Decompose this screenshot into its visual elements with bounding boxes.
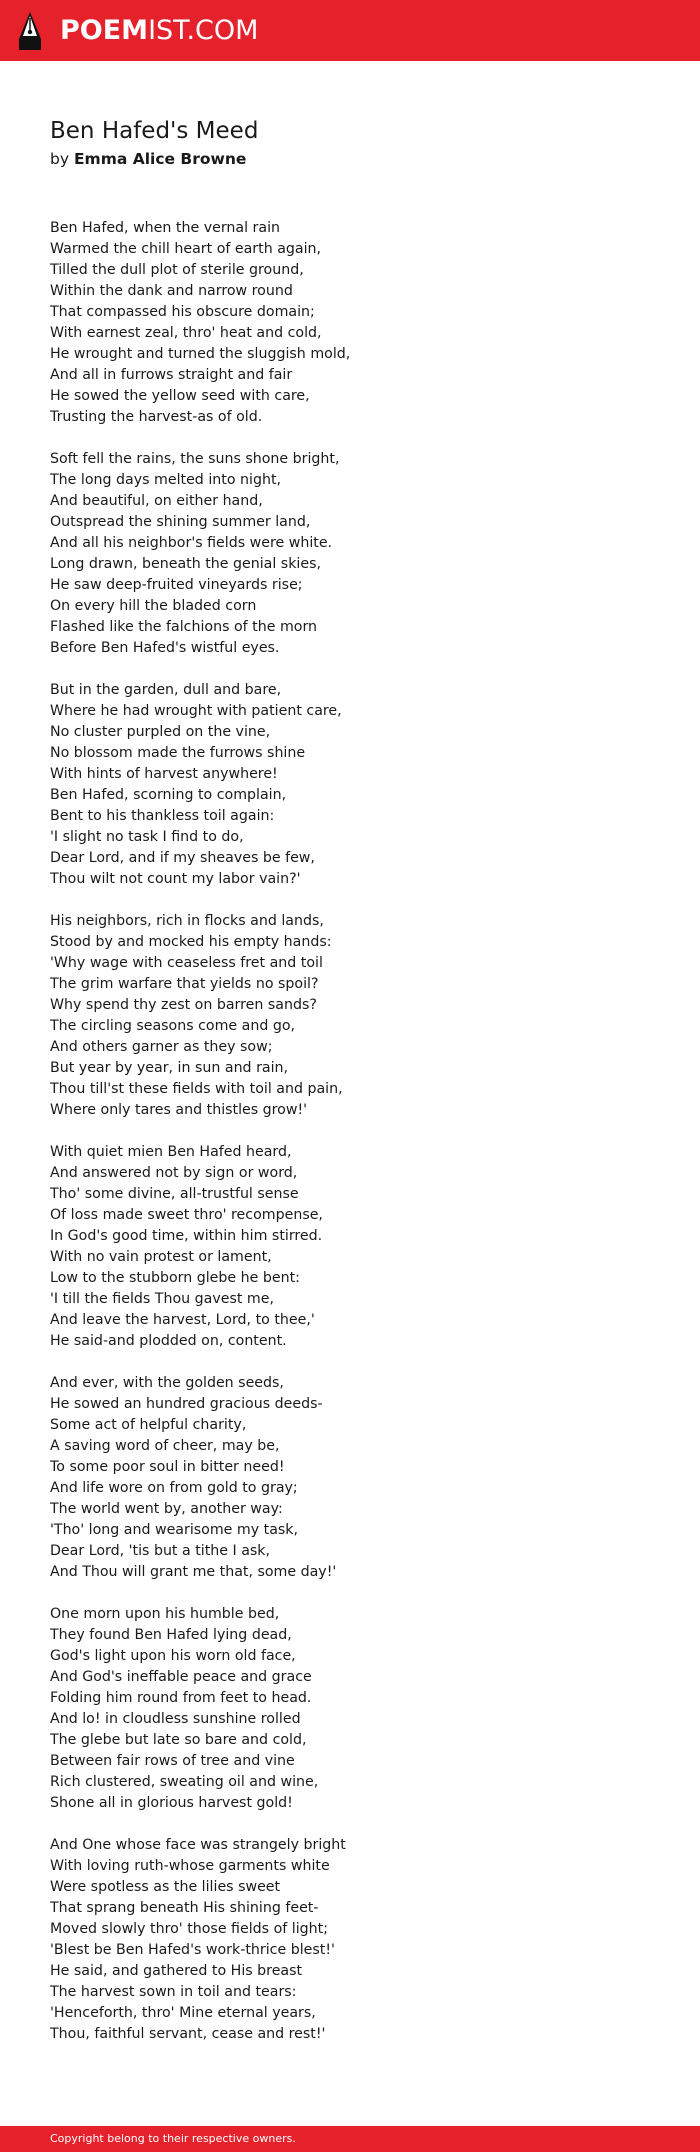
copyright-text: Copyright belong to their respective owners. <box>50 2132 296 2145</box>
poem-line: One morn upon his humble bed, <box>50 1606 280 1622</box>
poem-byline <box>50 148 246 170</box>
poem-line: He said-and plodded on, content. <box>50 1333 287 1349</box>
poem-line: With hints of harvest anywhere! <box>50 766 278 782</box>
poem-line: Shone all in glorious harvest gold! <box>50 1795 293 1811</box>
site-logo-link[interactable] <box>17 12 258 50</box>
poem-line: A saving word of cheer, may be, <box>50 1438 280 1454</box>
poem-line: Flashed like the falchions of the morn <box>50 619 318 635</box>
poem-line: Ben Hafed, when the vernal rain <box>50 220 280 236</box>
poem-line: But year by year, in sun and rain, <box>50 1060 289 1076</box>
poem-line: God's light upon his worn old face, <box>50 1648 296 1664</box>
poem-line: But in the garden, dull and bare, <box>50 682 282 698</box>
poem-line: 'Tho' long and wearisome my task, <box>50 1522 299 1538</box>
poem-line: They found Ben Hafed lying dead, <box>50 1627 292 1643</box>
poem-line: Moved slowly thro' those fields of light; <box>50 1921 328 1937</box>
poem-line: Low to the stubborn glebe he bent: <box>50 1270 300 1286</box>
poem-body <box>50 218 650 2066</box>
poem-line: Between fair rows of tree and vine <box>50 1753 295 1769</box>
poem-line: No cluster purpled on the vine, <box>50 724 271 740</box>
site-header <box>0 0 700 61</box>
poem-line: Why spend thy zest on barren sands? <box>50 997 317 1013</box>
poem-line: And God's ineffable peace and grace <box>50 1669 312 1685</box>
poem-stanza <box>50 911 650 1121</box>
poem-line: His neighbors, rich in flocks and lands, <box>50 913 324 929</box>
pen-nib-icon <box>17 12 43 50</box>
poem-line: Were spotless as the lilies sweet <box>50 1879 281 1895</box>
poem-stanza <box>50 218 650 428</box>
poem-line: Some act of helpful charity, <box>50 1417 247 1433</box>
poem-title: Ben Hafed's Meed <box>50 118 259 144</box>
poem-line: 'I till the fields Thou gavest me, <box>50 1291 274 1307</box>
poem-line: Within the dank and narrow round <box>50 283 293 299</box>
site-footer <box>0 2126 700 2152</box>
poem-line: And answered not by sign or word, <box>50 1165 298 1181</box>
logo-brand-bold: POEM <box>60 15 149 46</box>
poem-stanza <box>50 1604 650 1814</box>
poem-line: Thou wilt not count my labor vain?' <box>50 871 301 887</box>
poem-line: Ben Hafed, scorning to complain, <box>50 787 287 803</box>
poem-line: Folding him round from feet to head. <box>50 1690 312 1706</box>
poem-stanza <box>50 680 650 890</box>
poem-line: 'Why wage with ceaseless fret and toil <box>50 955 323 971</box>
poem-line: No blossom made the furrows shine <box>50 745 306 761</box>
poem-line: 'Henceforth, thro' Mine eternal years, <box>50 2005 316 2021</box>
poem-line: Thou, faithful servant, cease and rest!' <box>50 2026 326 2042</box>
poem-line: 'I slight no task I find to do, <box>50 829 244 845</box>
poem-line: Rich clustered, sweating oil and wine, <box>50 1774 319 1790</box>
poem-line: Bent to his thankless toil again: <box>50 808 275 824</box>
poem-line: He said, and gathered to His breast <box>50 1963 303 1979</box>
logo-brand-light: IST.COM <box>148 15 259 46</box>
poem-line: The harvest sown in toil and tears: <box>50 1984 297 2000</box>
poem-stanza <box>50 449 650 659</box>
poem-stanza <box>50 1835 650 2045</box>
poem-line: Long drawn, beneath the genial skies, <box>50 556 321 572</box>
poem-line: To some poor soul in bitter need! <box>50 1459 285 1475</box>
poem-line: Warmed the chill heart of earth again, <box>50 241 322 257</box>
poem-stanza <box>50 1373 650 1583</box>
poem-line: Soft fell the rains, the suns shone bright, <box>50 451 340 467</box>
poem-line: Dear Lord, 'tis but a tithe I ask, <box>50 1543 271 1559</box>
poem-line: On every hill the bladed corn <box>50 598 257 614</box>
poem-line: The circling seasons come and go, <box>50 1018 296 1034</box>
poem-line: Stood by and mocked his empty hands: <box>50 934 332 950</box>
poem-line: Thou till'st these fields with toil and pain, <box>50 1081 343 1097</box>
poem-line: The grim warfare that yields no spoil? <box>50 976 319 992</box>
poem-line: Before Ben Hafed's wistful eyes. <box>50 640 280 656</box>
poem-line: Dear Lord, and if my sheaves be few, <box>50 850 315 866</box>
poem-line: Tilled the dull plot of sterile ground, <box>50 262 304 278</box>
poem-line: He sowed the yellow seed with care, <box>50 388 310 404</box>
poem-line: Of loss made sweet thro' recompense, <box>50 1207 323 1223</box>
poem-line: And beautiful, on either hand, <box>50 493 263 509</box>
poem-line: The glebe but late so bare and cold, <box>50 1732 307 1748</box>
poem-line: And One whose face was strangely bright <box>50 1837 346 1853</box>
poem-line: With loving ruth-whose garments white <box>50 1858 330 1874</box>
poem-author-link[interactable]: Emma Alice Browne <box>73 150 247 168</box>
byline-prefix: by <box>50 150 70 168</box>
poem-line: And Thou will grant me that, some day!' <box>50 1564 337 1580</box>
poem-line: Where he had wrought with patient care, <box>50 703 342 719</box>
poem-line: With no vain protest or lament, <box>50 1249 272 1265</box>
poem-line: And lo! in cloudless sunshine rolled <box>50 1711 301 1727</box>
poem-line: He wrought and turned the sluggish mold, <box>50 346 351 362</box>
poem-line: Where only tares and thistles grow!' <box>50 1102 308 1118</box>
poem-line: And life wore on from gold to gray; <box>50 1480 298 1496</box>
poem-line: And ever, with the golden seeds, <box>50 1375 284 1391</box>
site-logo-text <box>60 17 258 44</box>
poem-line: And all his neighbor's fields were white. <box>50 535 333 551</box>
poem-stanza <box>50 1142 650 1352</box>
poem-line: That sprang beneath His shining feet- <box>50 1900 319 1916</box>
poem-line: And all in furrows straight and fair <box>50 367 293 383</box>
poem-line: Tho' some divine, all-trustful sense <box>50 1186 299 1202</box>
poem-line: With quiet mien Ben Hafed heard, <box>50 1144 292 1160</box>
poem-line: And leave the harvest, Lord, to thee,' <box>50 1312 315 1328</box>
poem-line: The long days melted into night, <box>50 472 282 488</box>
poem-line: With earnest zeal, thro' heat and cold, <box>50 325 322 341</box>
poem-line: He sowed an hundred gracious deeds- <box>50 1396 323 1412</box>
poem-line: 'Blest be Ben Hafed's work-thrice blest!' <box>50 1942 335 1958</box>
poem-line: And others garner as they sow; <box>50 1039 273 1055</box>
poem-line: In God's good time, within him stirred. <box>50 1228 323 1244</box>
poem-line: Outspread the shining summer land, <box>50 514 311 530</box>
poem-line: That compassed his obscure domain; <box>50 304 315 320</box>
poem-line: Trusting the harvest-as of old. <box>50 409 263 425</box>
poem-line: He saw deep-fruited vineyards rise; <box>50 577 303 593</box>
poem-line: The world went by, another way: <box>50 1501 283 1517</box>
